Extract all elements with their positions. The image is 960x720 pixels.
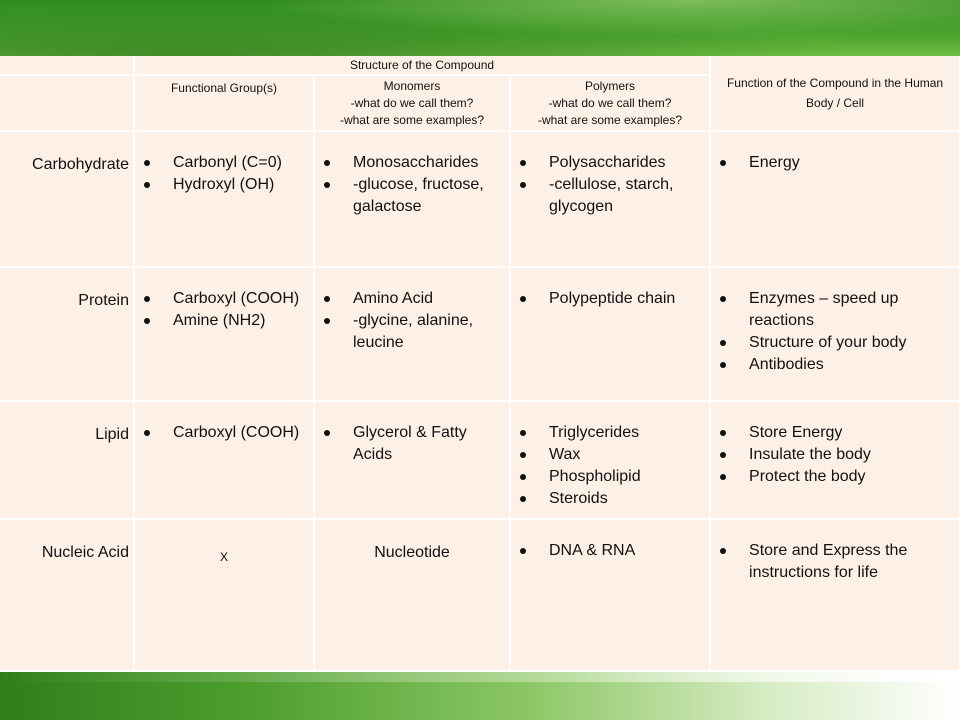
top-banner [0,0,960,56]
function-cell [710,519,960,671]
list-item: -glucose, fructose, galactose [315,174,509,218]
monomers-header-q1: -what do we call them? [350,96,474,110]
table-row [0,401,960,519]
list-item: Carbonyl (C=0) [135,152,313,174]
table-row [0,267,960,401]
list-item: Structure of your body [711,332,959,354]
functional-groups-cell [134,131,314,267]
list-item: Insulate the body [711,444,959,466]
monomers-cell [314,401,510,519]
function-header: Function of the Compound in the Human Body / Cell [710,56,960,131]
list-item: Hydroxyl (OH) [135,174,313,196]
row-name-nucleic-acid: Nucleic Acid [0,519,134,671]
functional-groups-cell [134,267,314,401]
list-item: Polypeptide chain [511,288,709,310]
polymers-header [510,75,710,131]
polymers-header-title: Polymers [585,79,636,93]
functional-group-header: Functional Group(s) [134,75,314,131]
list-item: Wax [511,444,709,466]
header-corner-top [0,56,134,75]
list-item: Carboxyl (COOH) [135,288,313,310]
compound-table-area [0,56,960,672]
polymers-cell [510,267,710,401]
list-item: Protect the body [711,466,959,488]
polymers-cell [510,519,710,671]
list-item: Amino Acid [315,288,509,310]
list-item: Monosaccharides [315,152,509,174]
list-item: Amine (NH2) [135,310,313,332]
monomers-header-title: Monomers [383,79,441,93]
header-corner [0,75,134,131]
bottom-band [0,672,960,720]
list-item: Store Energy [711,422,959,444]
list-item: Steroids [511,488,709,510]
list-item: Phospholipid [511,466,709,488]
list-item: Enzymes – speed up reactions [711,288,959,332]
polymers-header-q2: -what are some examples? [537,113,683,127]
functional-groups-x: X [134,519,314,671]
monomers-cell [314,131,510,267]
polymers-cell [510,131,710,267]
list-item: Triglycerides [511,422,709,444]
list-item: -glycine, alanine, leucine [315,310,509,354]
row-name-lipid: Lipid [0,401,134,519]
row-name-carbohydrate: Carbohydrate [0,131,134,267]
polymers-header-q1: -what do we call them? [548,96,672,110]
monomers-header [314,75,510,131]
list-item: DNA & RNA [511,540,709,562]
monomers-header-q2: -what are some examples? [339,113,485,127]
functional-groups-cell [134,401,314,519]
list-item: -cellulose, starch, glycogen [511,174,709,218]
list-item: Carboxyl (COOH) [135,422,313,444]
polymers-cell [510,401,710,519]
structure-header: Structure of the Compound [134,56,710,75]
function-cell [710,131,960,267]
list-item: Store and Express the instructions for life [711,540,959,584]
list-item: Glycerol & Fatty Acids [315,422,509,466]
list-item: Polysaccharides [511,152,709,174]
function-cell [710,267,960,401]
monomers-cell [314,267,510,401]
table-row [0,519,960,671]
row-name-protein: Protein [0,267,134,401]
compound-table [0,56,960,672]
list-item: Energy [711,152,959,174]
table-row [0,131,960,267]
list-item: Antibodies [711,354,959,376]
function-cell [710,401,960,519]
monomers-cell: Nucleotide [314,519,510,671]
